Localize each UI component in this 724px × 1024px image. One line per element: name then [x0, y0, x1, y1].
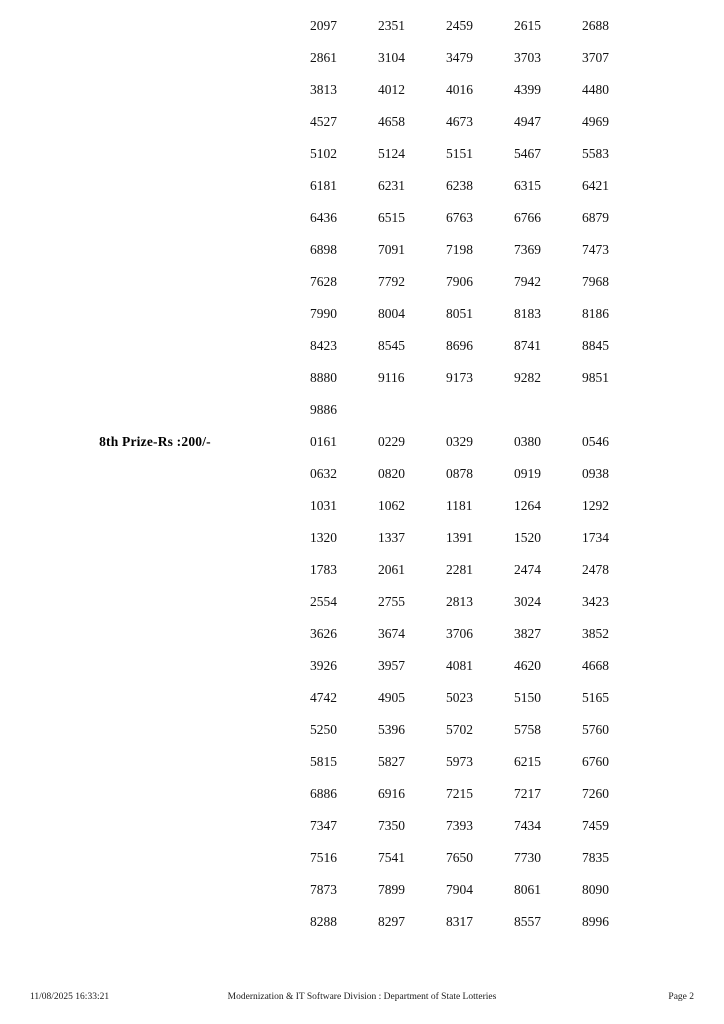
prize-number: 2351: [378, 18, 405, 33]
prize-number-row: [0, 178, 724, 210]
prize-number: 3852: [582, 626, 609, 641]
prize-number: 8297: [378, 914, 405, 929]
prize-number: 0329: [446, 434, 473, 449]
prize-numbers: [310, 114, 724, 130]
prize-number: 5150: [514, 690, 541, 705]
prize-number: 9886: [310, 402, 337, 417]
prize-number: 0632: [310, 466, 337, 481]
prize-number: 6916: [378, 786, 405, 801]
prize-number: 4673: [446, 114, 473, 129]
prize-number: 5467: [514, 146, 541, 161]
prize-number-empty: [446, 402, 514, 418]
prize-number: 3813: [310, 82, 337, 97]
prize-number: 6181: [310, 178, 337, 193]
prize-number: 6215: [514, 754, 541, 769]
prize-number: 3024: [514, 594, 541, 609]
prize-number: 8423: [310, 338, 337, 353]
prize-numbers: [310, 274, 724, 290]
prize-number: 7369: [514, 242, 541, 257]
prize-number: 8880: [310, 370, 337, 385]
prize-number: 6760: [582, 754, 609, 769]
prize-number: 7215: [446, 786, 473, 801]
prize-number: 8996: [582, 914, 609, 929]
prize-number-row: [0, 914, 724, 946]
prize-number: 5151: [446, 146, 473, 161]
prize-number: 1031: [310, 498, 337, 513]
prize-number: 8004: [378, 306, 405, 321]
prize-number: 7434: [514, 818, 541, 833]
prize-number-empty: [582, 402, 650, 418]
prize-number: 0820: [378, 466, 405, 481]
prize-number: 5102: [310, 146, 337, 161]
prize-number: 4527: [310, 114, 337, 129]
prize-number-row: [0, 850, 724, 882]
prize-number-row: [0, 658, 724, 690]
prize-number: 7459: [582, 818, 609, 833]
prize-number: 6766: [514, 210, 541, 225]
prize-number: 8051: [446, 306, 473, 321]
prize-number: 0878: [446, 466, 473, 481]
prize-number: 4081: [446, 658, 473, 673]
prize-numbers: [310, 690, 724, 706]
prize-number-row: [0, 882, 724, 914]
prize-number: 5023: [446, 690, 473, 705]
prize-number: 4012: [378, 82, 405, 97]
prize-number: 7217: [514, 786, 541, 801]
prize-number: 7906: [446, 274, 473, 289]
prize-number: 5165: [582, 690, 609, 705]
prize-number: 0546: [582, 434, 609, 449]
prize-number: 3706: [446, 626, 473, 641]
prize-number: 2615: [514, 18, 541, 33]
prize-number: 4658: [378, 114, 405, 129]
prize-number: 2813: [446, 594, 473, 609]
footer-page-number: Page 2: [668, 992, 694, 1002]
prize-number: 7350: [378, 818, 405, 833]
prize-number: 1181: [446, 498, 473, 513]
prize-number: 4399: [514, 82, 541, 97]
prize-number: 2459: [446, 18, 473, 33]
prize-number: 0161: [310, 434, 337, 449]
prize-number: 5124: [378, 146, 405, 161]
prize-number: 6421: [582, 178, 609, 193]
prize-number: 6898: [310, 242, 337, 257]
prize-number: 6231: [378, 178, 405, 193]
prize-number: 3703: [514, 50, 541, 65]
prize-number: 2755: [378, 594, 405, 609]
prize-numbers: [310, 466, 724, 482]
prize-number-row: [0, 242, 724, 274]
prize-numbers: [310, 594, 724, 610]
prize-number-row: [0, 466, 724, 498]
prize-number: 8183: [514, 306, 541, 321]
prize-number: 5702: [446, 722, 473, 737]
prize-numbers: [310, 50, 724, 66]
prize-number: 9116: [378, 370, 405, 385]
prize-numbers: [310, 498, 724, 514]
prize-number-row: [0, 114, 724, 146]
prize-label: 8th Prize-Rs :200/-: [99, 434, 211, 449]
prize-number: 8288: [310, 914, 337, 929]
prize-number-row: [0, 82, 724, 114]
prize-number: 8741: [514, 338, 541, 353]
prize-number: 3957: [378, 658, 405, 673]
prize-number: 7904: [446, 882, 473, 897]
prize-number-row: [0, 690, 724, 722]
prize-number: 0380: [514, 434, 541, 449]
prize-number: 6315: [514, 178, 541, 193]
prize-number-row: [0, 722, 724, 754]
prize-numbers: [310, 18, 724, 34]
prize-numbers: [310, 722, 724, 738]
prize-number-row: [0, 274, 724, 306]
prize-section: [0, 18, 724, 434]
prize-number: 7516: [310, 850, 337, 865]
prize-numbers: [310, 402, 724, 418]
prize-numbers: [310, 82, 724, 98]
prize-number: 6763: [446, 210, 473, 225]
prize-number: 6515: [378, 210, 405, 225]
prize-number: 8845: [582, 338, 609, 353]
prize-number: 5250: [310, 722, 337, 737]
prize-number: 3827: [514, 626, 541, 641]
prize-numbers: [310, 626, 724, 642]
prize-number: 6886: [310, 786, 337, 801]
prize-numbers: [310, 850, 724, 866]
prize-number: 9173: [446, 370, 473, 385]
prize-number: 4480: [582, 82, 609, 97]
prize-number: 2281: [446, 562, 473, 577]
prize-number: 8557: [514, 914, 541, 929]
prize-numbers: [310, 818, 724, 834]
prize-number: 0229: [378, 434, 405, 449]
prize-number: 5827: [378, 754, 405, 769]
prize-number-row: [0, 306, 724, 338]
prize-number: 4016: [446, 82, 473, 97]
prize-number-empty: [514, 402, 582, 418]
prize-number: 8061: [514, 882, 541, 897]
prize-number: 3707: [582, 50, 609, 65]
prize-number: 7091: [378, 242, 405, 257]
prize-number: 0938: [582, 466, 609, 481]
prize-section: [0, 434, 724, 946]
prize-number: 5815: [310, 754, 337, 769]
prize-number: 4947: [514, 114, 541, 129]
prize-number: 1264: [514, 498, 541, 513]
prize-number: 7628: [310, 274, 337, 289]
prize-number: 7347: [310, 818, 337, 833]
prize-number: 7968: [582, 274, 609, 289]
prize-number-row: [0, 18, 724, 50]
prize-number-row: [0, 146, 724, 178]
prize-number: 1783: [310, 562, 337, 577]
prize-number: 7393: [446, 818, 473, 833]
prize-number-row: [0, 370, 724, 402]
prize-number: 3423: [582, 594, 609, 609]
prize-number: 2061: [378, 562, 405, 577]
prize-number: 9282: [514, 370, 541, 385]
prize-number: 7873: [310, 882, 337, 897]
prize-number: 4620: [514, 658, 541, 673]
prize-numbers: [310, 370, 724, 386]
prize-number: 5396: [378, 722, 405, 737]
prize-number: 2554: [310, 594, 337, 609]
prize-number-row: [0, 498, 724, 530]
prize-number: 1734: [582, 530, 609, 545]
prize-number: 1337: [378, 530, 405, 545]
prize-number-row: [0, 434, 724, 466]
prize-numbers: [310, 530, 724, 546]
prize-number: 2097: [310, 18, 337, 33]
prize-number: 2688: [582, 18, 609, 33]
prize-number: 1320: [310, 530, 337, 545]
prize-number-row: [0, 338, 724, 370]
prize-number: 3674: [378, 626, 405, 641]
prize-numbers: [310, 754, 724, 770]
prize-numbers: [310, 434, 724, 450]
prize-number-row: [0, 50, 724, 82]
prize-number: 7260: [582, 786, 609, 801]
prize-number: 4742: [310, 690, 337, 705]
prize-number: 9851: [582, 370, 609, 385]
prize-number: 7835: [582, 850, 609, 865]
prize-number: 1520: [514, 530, 541, 545]
prize-number: 7792: [378, 274, 405, 289]
prize-number: 7730: [514, 850, 541, 865]
prize-number: 7198: [446, 242, 473, 257]
prize-number: 6436: [310, 210, 337, 225]
page-footer: [0, 992, 724, 1008]
prize-number: 2478: [582, 562, 609, 577]
prize-number: 7990: [310, 306, 337, 321]
prize-number: 3626: [310, 626, 337, 641]
prize-number: 6879: [582, 210, 609, 225]
prize-number: 2474: [514, 562, 541, 577]
prize-numbers: [310, 914, 724, 930]
prize-number: 5973: [446, 754, 473, 769]
prize-number: 7473: [582, 242, 609, 257]
prize-number: 8317: [446, 914, 473, 929]
prize-number: 0919: [514, 466, 541, 481]
prize-numbers: [310, 146, 724, 162]
prize-number: 4905: [378, 690, 405, 705]
prize-number: 1062: [378, 498, 405, 513]
prize-number-row: [0, 626, 724, 658]
prize-number: 8545: [378, 338, 405, 353]
prize-number: 7650: [446, 850, 473, 865]
prize-number: 8696: [446, 338, 473, 353]
prize-number: 7942: [514, 274, 541, 289]
footer-department-text: Modernization & IT Software Division : Department of State Lotteries: [227, 992, 497, 1002]
prize-numbers: [310, 338, 724, 354]
prize-number: 3104: [378, 50, 405, 65]
prize-numbers: [310, 178, 724, 194]
prize-number: 3479: [446, 50, 473, 65]
prize-number: 5760: [582, 722, 609, 737]
prize-number: 2861: [310, 50, 337, 65]
prize-number: 8186: [582, 306, 609, 321]
prize-number: 8090: [582, 882, 609, 897]
prize-number: 6238: [446, 178, 473, 193]
prize-numbers: [310, 306, 724, 322]
prize-number-empty: [378, 402, 446, 418]
prize-number-row: [0, 786, 724, 818]
prize-numbers: [310, 882, 724, 898]
prize-number-row: [0, 562, 724, 594]
footer-timestamp: 11/08/2025 16:33:21: [30, 992, 110, 1002]
prize-number-row: [0, 530, 724, 562]
prize-number: 1391: [446, 530, 473, 545]
prize-number: 7899: [378, 882, 405, 897]
prize-numbers: [310, 562, 724, 578]
prize-number: 5583: [582, 146, 609, 161]
prize-numbers: [310, 210, 724, 226]
prize-number-row: [0, 402, 724, 434]
prize-number-row: [0, 210, 724, 242]
prize-numbers: [310, 242, 724, 258]
prize-numbers: [310, 658, 724, 674]
prize-number: 3926: [310, 658, 337, 673]
prize-results-table: [0, 18, 724, 946]
prize-number: 4668: [582, 658, 609, 673]
prize-number: 7541: [378, 850, 405, 865]
prize-number: 1292: [582, 498, 609, 513]
prize-number: 4969: [582, 114, 609, 129]
prize-number-row: [0, 818, 724, 850]
prize-number-row: [0, 594, 724, 626]
prize-numbers: [310, 786, 724, 802]
prize-number: 5758: [514, 722, 541, 737]
prize-number-row: [0, 754, 724, 786]
